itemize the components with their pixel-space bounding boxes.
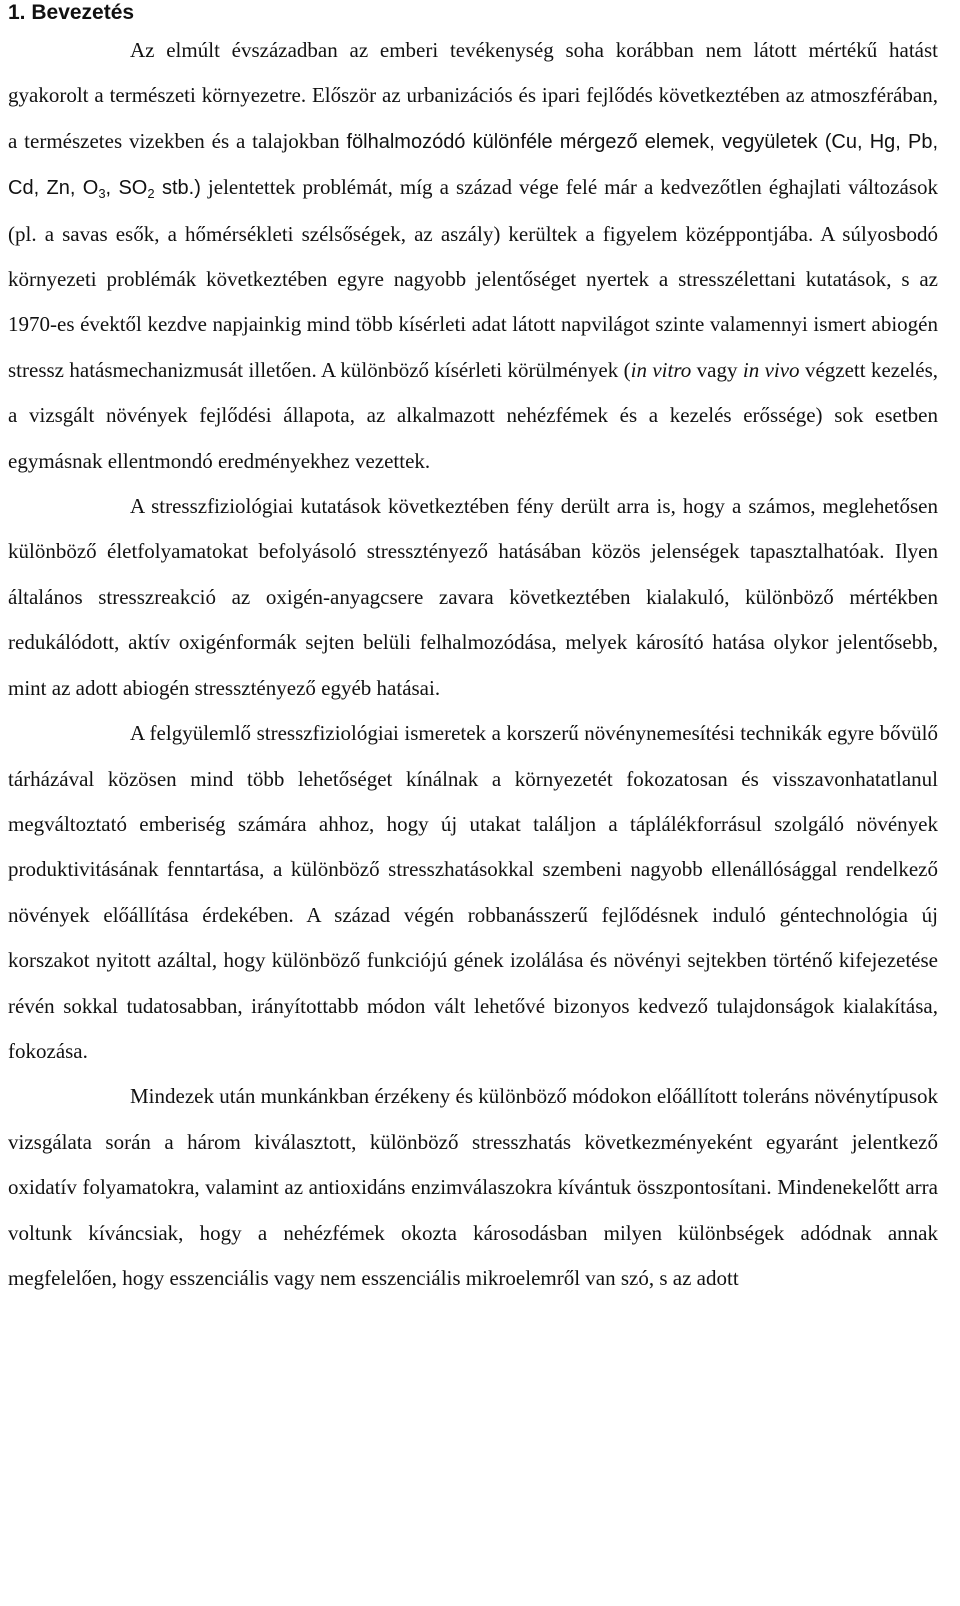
subscript-3: 3 [98, 186, 106, 202]
paragraph-2: A stresszfiziológiai kutatások következtében fény derült arra is, hogy a számos, meglehetősen különböző életfolyamatokat befolyásoló stressztényező hatásában közös jelenségek tapasztalhatóak. Ilyen általános stresszreakció az oxigén-anyagcsere zavara következtében kialakuló, különböző mértékben redukálódott, aktív oxigénformák sejten belüli felhalmozódása, melyek károsító hatása olykor jelentősebb, mint az adott abiogén stressztényező egyéb hatásai. [8, 494, 938, 700]
compound-list: fölhalmozódó különféle mérgező elemek, vegyületek (Cu, Hg, Pb, Cd, Zn, O [8, 130, 938, 200]
in-vivo-term: in vivo [742, 357, 800, 382]
compound-list-mid: , SO [105, 177, 148, 200]
subscript-2: 2 [147, 186, 155, 202]
paragraph-1-text-d: A súlyosbodó környezeti problémák következtében egyre nagyobb jelentőséget nyertek a stresszélettani kutatások, s az 1970-es évektől kezdve napjainkig mind több kísérleti adat látott napvilágot szinte valamennyi ismert abiogén stressz hatásmechanizmusát illetően. A különböző kísérleti körülmények ( [8, 221, 938, 382]
paragraph-4: Mindezek után munkánkban érzékeny és különböző módokon előállított toleráns növénytípusok vizsgálata során a három kiválasztott, különböző stresszhatás következményeként egyaránt jelentkező oxidatív folyamatokra, valamint az antioxidáns enzimválaszokra kívántuk összpontosítani. Mindenekelőtt arra voltunk kíváncsiak, hogy a nehézfémek okozta károsodásban milyen különbségek adódnak annak megfelelően, hogy esszenciális vagy nem esszenciális mikroelemről van szó, s az adott [8, 1084, 938, 1290]
document-page [8, 0, 938, 1301]
in-vitro-term: in vitro [630, 357, 692, 382]
paragraph-1-text-c: jelentettek problémát, míg a század vége felé már a kedvezőtlen éghajlati változások (pl. a savas esők, a hőmérsékleti szélsőségek, az aszály) kerültek a figyelem középpontjába. [8, 175, 938, 246]
compound-list-end: stb.) [154, 177, 201, 200]
paragraph-1 [8, 28, 938, 484]
paragraph-1-text-a: Az elmúlt évszázadban az emberi tevékenység soha korábban nem látott mértékű hatást gyakorolt a természeti környezetre. Először az urbanizációs és ipari fejlődés következtében az atmoszférában, a természetes vizekben és a talajokban [8, 38, 938, 153]
paragraph-1-text-e: vagy [691, 357, 743, 382]
paragraph-1-text-f: végzett kezelés, a vizsgált növények fejlődési állapota, az alkalmazott nehézfémek és a kezelés erőssége) sok esetben egymásnak ellentmondó eredményekhez vezettek. [8, 357, 939, 473]
section-heading: 1. Bevezetés [8, 1, 135, 24]
paragraph-3: A felgyülemlő stresszfiziológiai ismeretek a korszerű növénynemesítési technikák egyre bővülő tárházával közösen mind több lehetőséget kínálnak a környezetét fokozatosan és visszavonhatatlanul megváltoztató emberiség számára ahhoz, hogy új utakat találjon a táplálékforrásul szolgáló növények produktivitásának fenntartása, a különböző stresszhatásokkal szembeni nagyobb ellenállósággal rendelkező növények előállítása érdekében. A század végén robbanásszerű fejlődésnek induló géntechnológia új korszakot nyitott azáltal, hogy különböző funkciójú gének izolálása és növényi sejtekben történő kifejezetése révén sokkal tudatosabban, irányítottabb módon vált lehetővé bizonyos kedvező tulajdonságok kialakítása, fokozása. [8, 721, 938, 1063]
